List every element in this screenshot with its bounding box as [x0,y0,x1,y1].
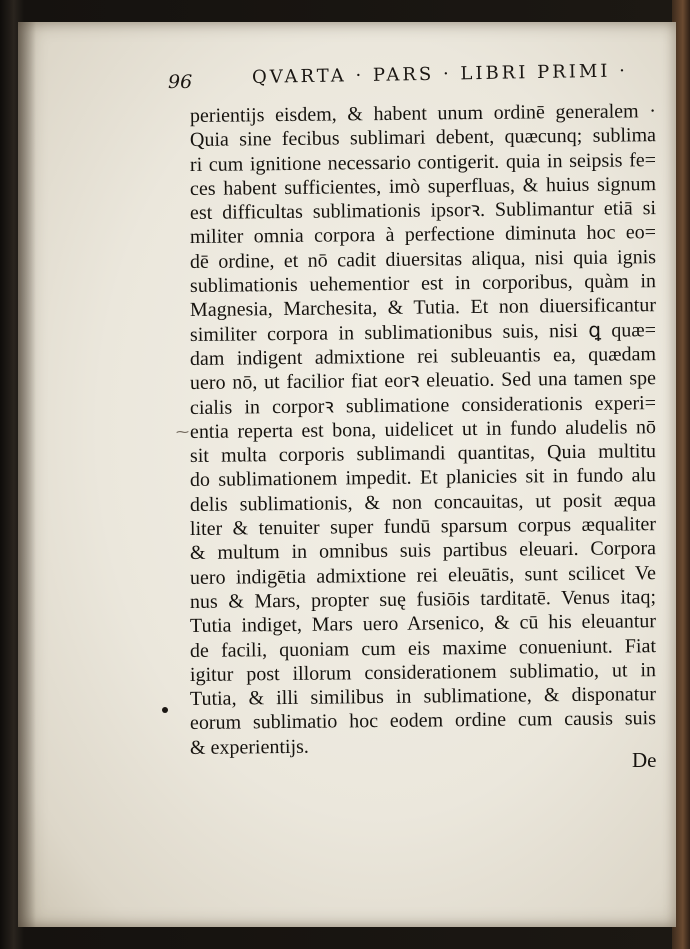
text-line: de facili, quoniam cum eis maxime conueniunt. Fiat [189,634,657,662]
text-line: nus & Mars, propter suę fusiōis tarditatē. Venus itaq; [189,586,657,613]
spine-shadow [18,22,36,927]
text-line: liter & tenuiter super fundū sparsum corpus æqualiter [189,513,657,541]
running-title: QVARTA · PARS · LIBRI PRIMI · [251,60,629,88]
text-line: est difficultas sublimationis ipsorꝛ. Sublimantur etiā si [189,197,657,225]
text-line: eorum sublimatio hoc eodem ordine cum causis suis [189,707,657,735]
page-number: 96 [168,71,193,93]
marginal-ink-mark: ⁓ [176,425,189,440]
text-line: Tutia, & illi similibus in sublimatione, & disponatur [189,683,657,711]
text-line: perientijs eisdem, & habent unum ordinē generalem · [189,100,657,127]
running-head [168,60,638,97]
text-line: similiter corpora in sublimationibus suis, nisi ꝗ quæ= [189,318,657,346]
text-line: Magnesia, Marchesita, & Tutia. Et non diuersificantur [189,294,657,322]
text-line-last: & experientijs. [189,735,309,759]
text-line: sit multa corporis sublimandi quantitas, Quia multitu [189,440,657,468]
marginal-ink-dot [162,707,168,713]
text-line: uero indigētia admixtione rei eleuātis, sunt scilicet Ve [189,561,657,589]
text-line: sublimationis uehementior est in corporibus, quàm in [189,270,657,298]
text-line: igitur post illorum considerationem sublimatio, ut in [189,658,657,686]
text-line: cialis in corporꝛ sublimatione considerationis experi= [189,391,657,419]
text-line: militer omnia corpora à perfectione diminuta hoc eo= [189,221,657,249]
text-line: ces habent sufficientes, imò superfluas, & huius signum [189,173,657,200]
text-line: uero nō, ut facilior fiat eorꝛ eleuatio. Sed una tamen spe [189,367,657,395]
text-line: do sublimationem impedit. Et planicies sit in fundo alu [189,464,657,492]
text-line: dam indigent admixtione rei subleuantis ea, quædam [189,343,657,370]
text-line: & multum in omnibus suis partibus eleuari. Corpora [189,537,657,565]
text-line: delis sublimationis, & non concauitas, ut posit æqua [189,488,657,516]
text-line: Quia sine fecibus sublimari debent, quæcunq; sublima [189,124,657,152]
text-line: entia reperta est bona, uidelicet ut in fundo aludelis nō [189,415,657,443]
body-text [189,100,660,760]
text-line: Tutia indiget, Mars uero Arsenico, & cū his eleuantur [189,610,657,638]
text-line: ri cum ignitione necessario contigerit. quia in seipsis fe= [189,148,657,176]
catchword: De [632,748,657,772]
text-line: dē ordine, et nō cadit diuersitas aliqua, nisi quia ignis [189,245,657,273]
